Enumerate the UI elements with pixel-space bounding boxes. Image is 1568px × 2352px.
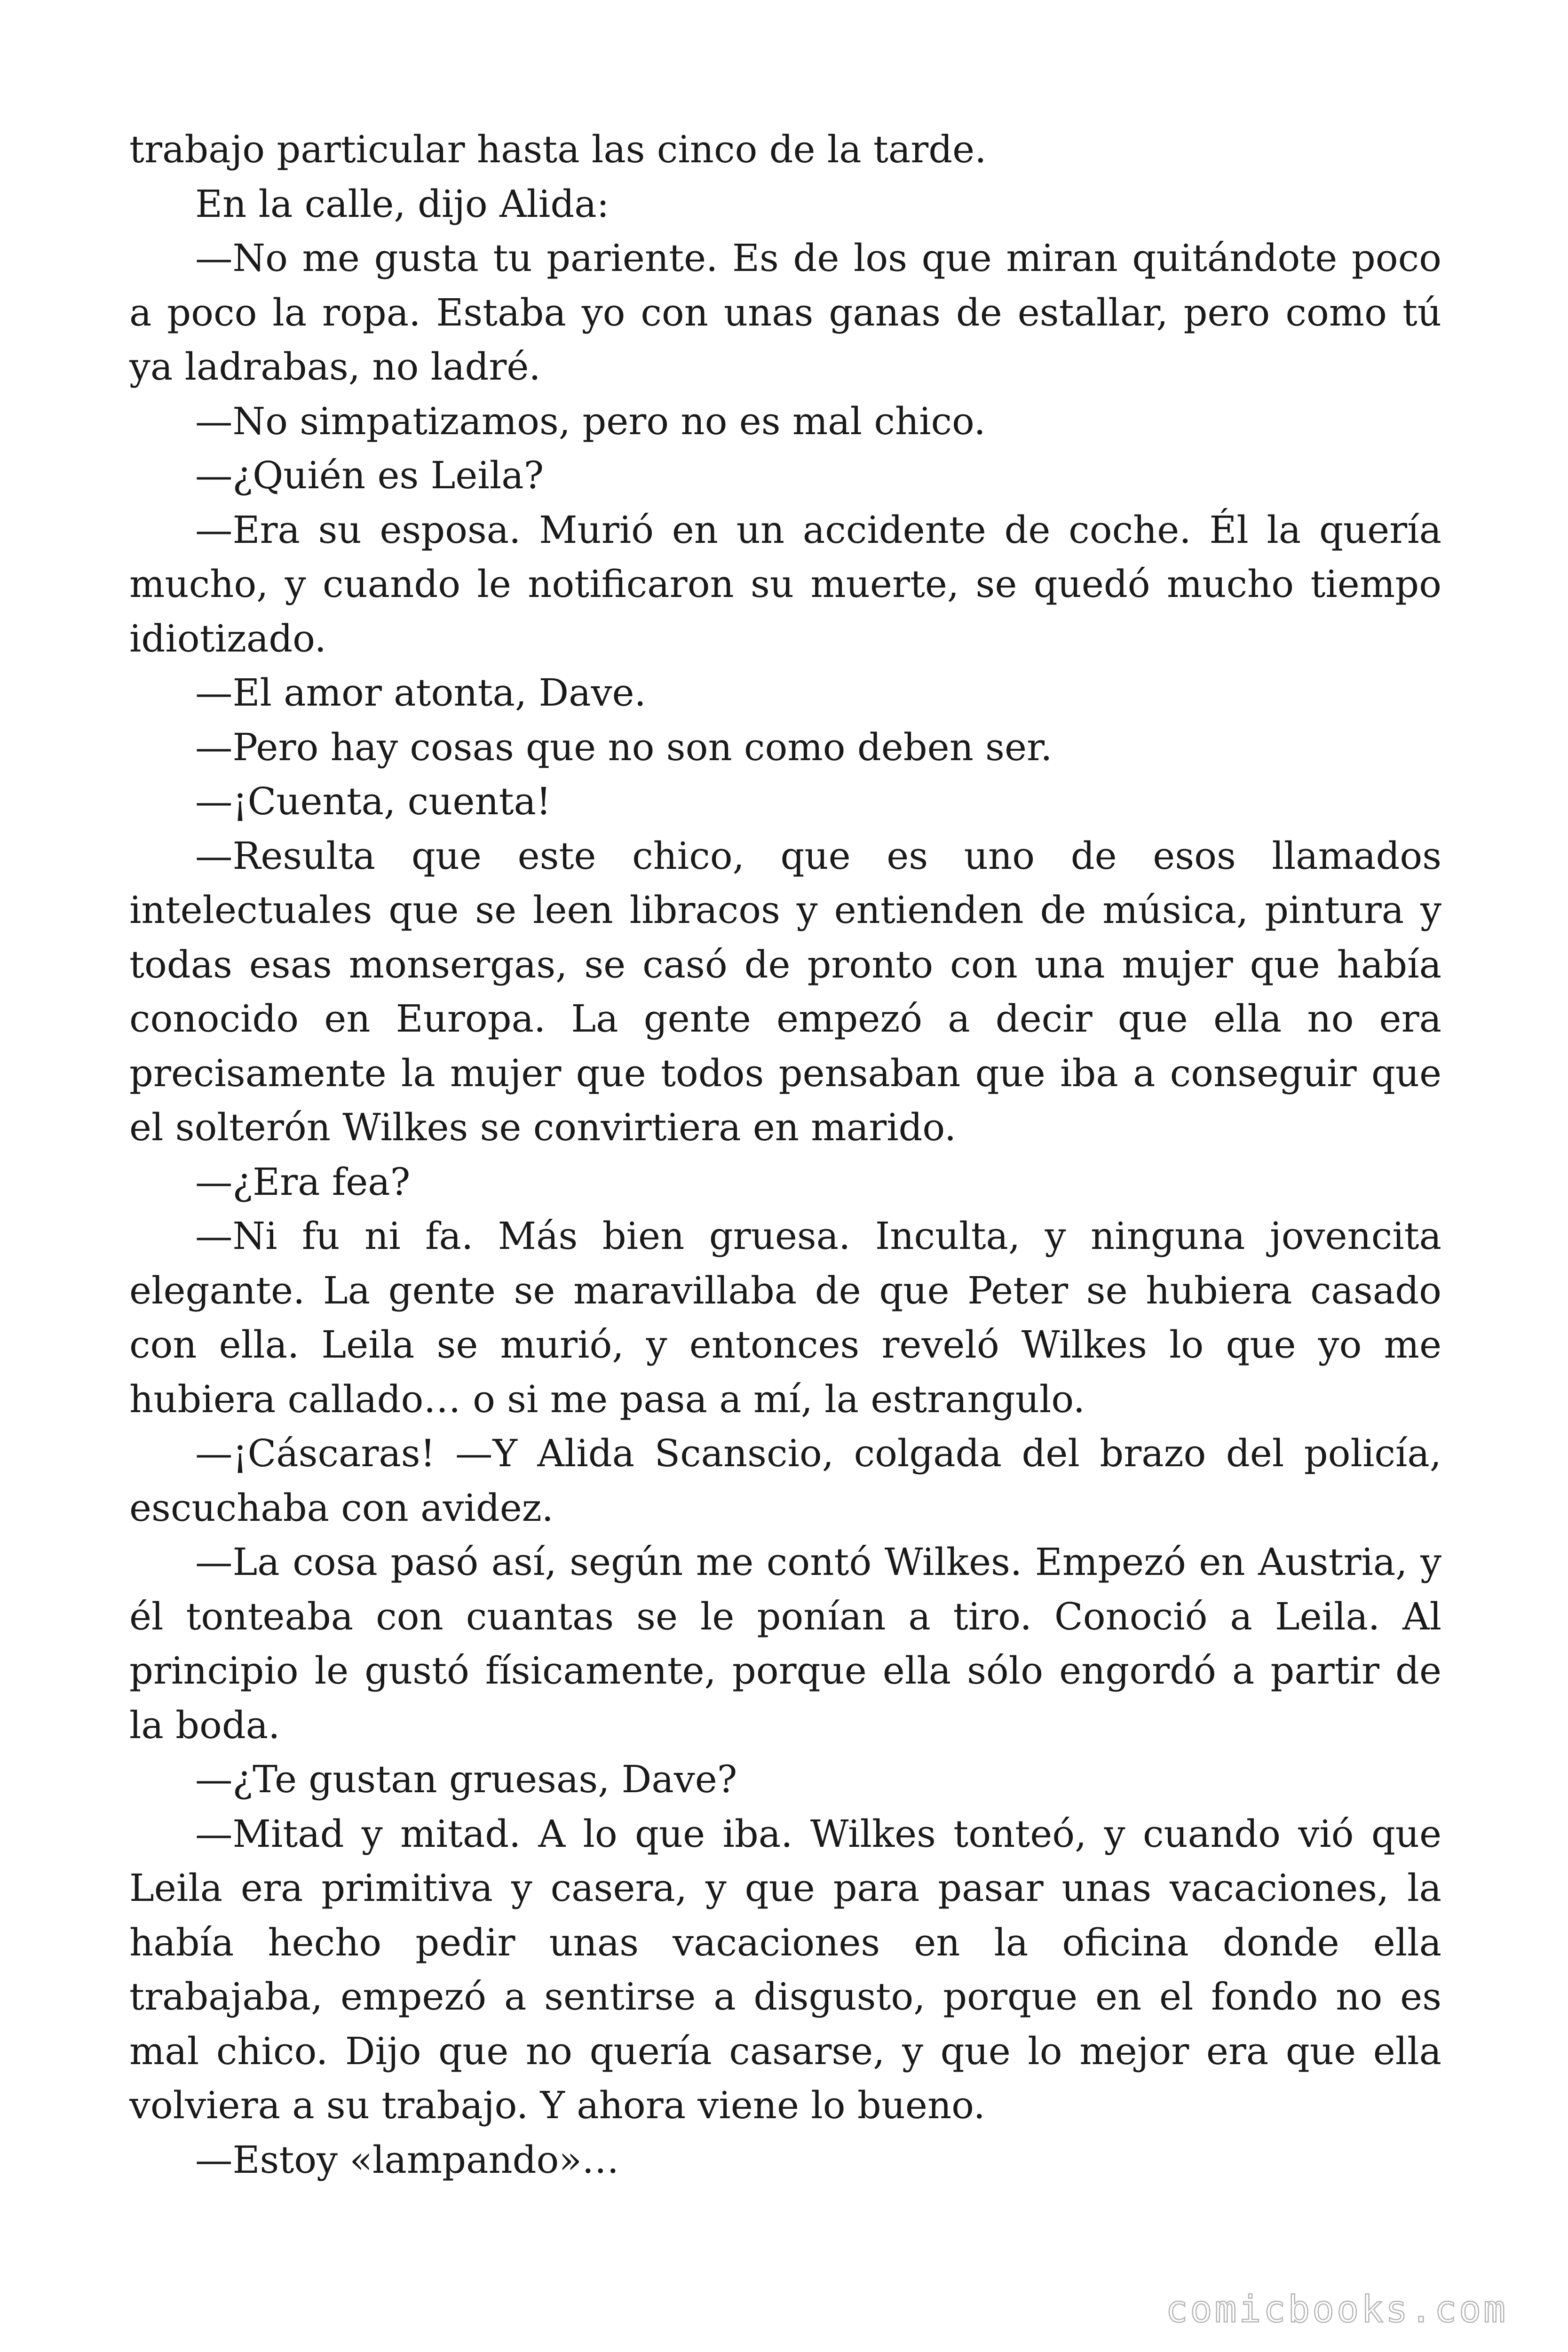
paragraph-15: —¿Te gustan gruesas, Dave?: [195, 1757, 737, 1801]
paragraph-1: trabajo particular hasta las cinco de la tarde.: [129, 127, 987, 171]
paragraph-9: —¡Cuenta, cuenta!: [195, 779, 551, 823]
paragraph-5: —¿Quién es Leila?: [195, 453, 544, 497]
paragraph-12: —Ni fu ni fa. Más bien gruesa. Inculta, y ninguna jovencita elegante. La gente se maravillaba de que Peter se hubiera casado con ella. Leila se murió, y entonces reveló Wilkes lo que yo me hubiera callado… o si me pasa a mí, la estrangulo.: [129, 1214, 1441, 1421]
paragraph-16: —Mitad y mitad. A lo que iba. Wilkes tonteó, y cuando vió que Leila era primitiva y casera, y que para pasar unas vacaciones, la había hecho pedir unas vacaciones en la oficina donde ella trabajaba, empezó a sentirse a disgusto, porque en el fondo no es mal chico. Dijo que no quería casarse, y que lo mejor era que ella volviera a su trabajo. Y ahora viene lo bueno.: [129, 1812, 1441, 2127]
paragraph-3: —No me gusta tu pariente. Es de los que miran quitándote poco a poco la ropa. Estaba yo con unas ganas de estallar, pero como tú ya ladrabas, no ladré.: [129, 236, 1441, 389]
book-page-text: [129, 122, 1441, 2187]
watermark: comicbooks.com: [1165, 2288, 1508, 2331]
paragraph-8: —Pero hay cosas que no son como deben ser.: [195, 725, 1053, 769]
paragraph-11: —¿Era fea?: [195, 1160, 411, 1204]
paragraph-10: —Resulta que este chico, que es uno de esos llamados intelectuales que se leen libracos y entienden de música, pintura y todas esas monsergas, se casó de pronto con una mujer que había conocido en Europa. La gente empezó a decir que ella no era precisamente la mujer que todos pensaban que iba a conseguir que el solterón Wilkes se convirtiera en marido.: [129, 834, 1441, 1149]
paragraph-13: —¡Cáscaras! —Y Alida Scanscio, colgada del brazo del policía, escuchaba con avidez.: [129, 1431, 1441, 1530]
paragraph-7: —El amor atonta, Dave.: [195, 671, 646, 715]
paragraph-2: En la calle, dijo Alida:: [195, 182, 610, 226]
paragraph-4: —No simpatizamos, pero no es mal chico.: [195, 399, 986, 443]
paragraph-14: —La cosa pasó así, según me contó Wilkes. Empezó en Austria, y él tonteaba con cuantas se le ponían a tiro. Conoció a Leila. Al principio le gustó físicamente, porque ella sólo engordó a partir de la boda.: [129, 1540, 1441, 1747]
paragraph-6: —Era su esposa. Murió en un accidente de coche. Él la quería mucho, y cuando le notificaron su muerte, se quedó mucho tiempo idiotizado.: [129, 508, 1441, 660]
paragraph-17: —Estoy «lampando»…: [195, 2137, 619, 2182]
